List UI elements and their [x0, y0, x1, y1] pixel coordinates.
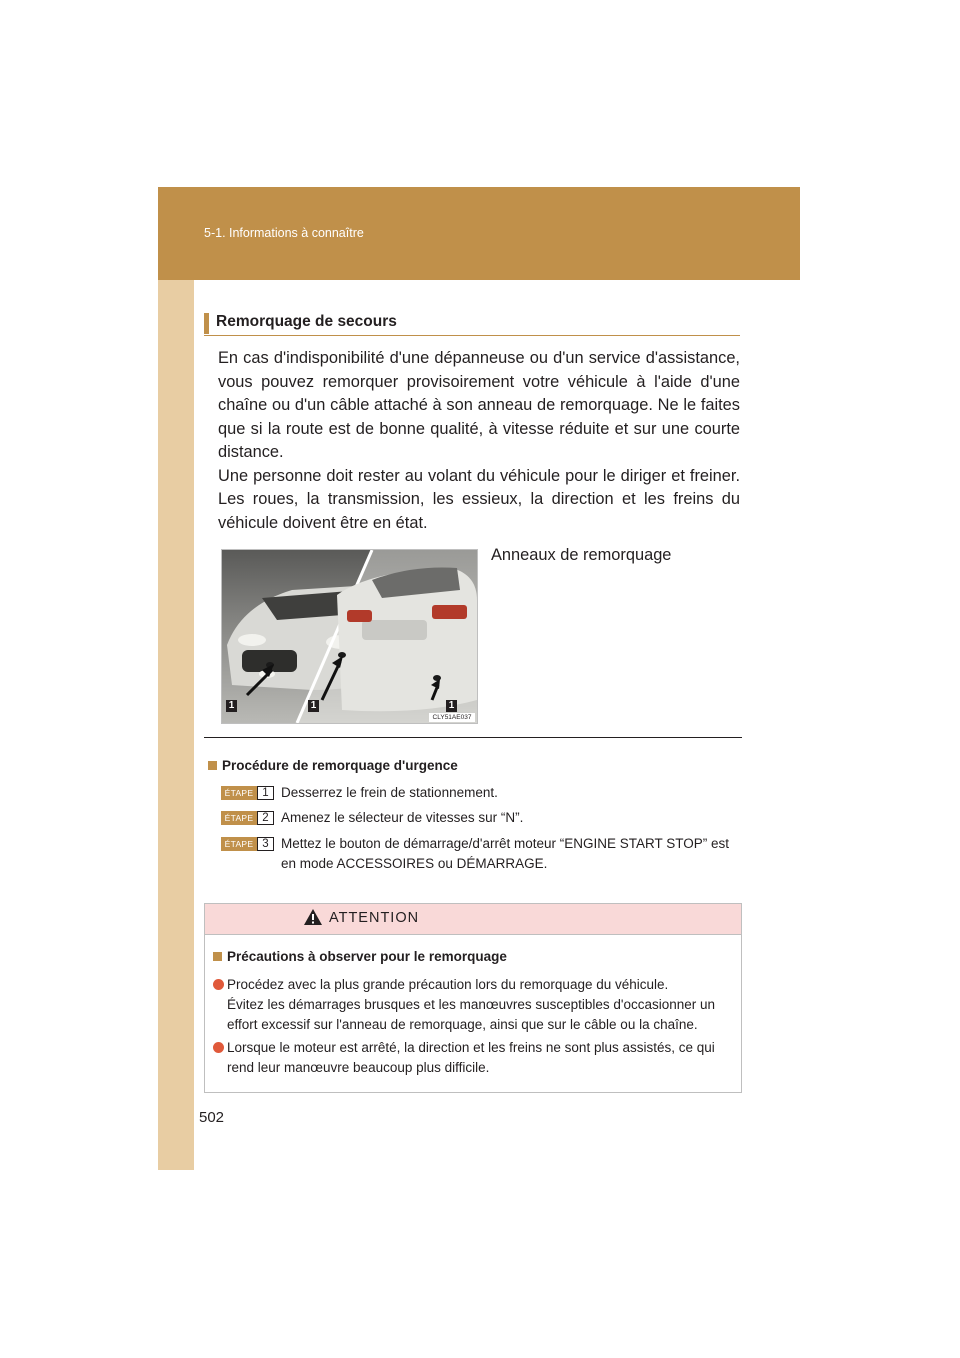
warning-header: [205, 904, 741, 935]
warning-bullet-2-text: Lorsque le moteur est arrêté, la direction et les freins ne sont plus assistés, ce qui rend leur manœuvre beaucoup plus difficile.: [227, 1040, 715, 1075]
figure-code: CLY51AE037: [429, 713, 475, 722]
warning-subtitle: [213, 949, 507, 964]
step-tag-3: [221, 837, 273, 851]
intro-paragraph-1: En cas d'indisponibilité d'une dépanneuse ou d'un service d'assistance, vous pouvez remorquer provisoirement votre véhicule à l'aide d'une chaîne ou d'un câble attaché à son anneau de remorquage. Ne le faites que si la route est de bonne qualité, à vitesse réduite et sur une courte distance.: [218, 349, 740, 461]
warning-bullet-1: [213, 975, 739, 1035]
figure-caption: Anneaux de remorquage: [491, 546, 672, 564]
page-number: 502: [199, 1109, 225, 1126]
step-number: 2: [257, 811, 274, 825]
procedure-title: Procédure de remorquage d'urgence: [222, 758, 458, 773]
step-label: ÉTAPE: [221, 811, 257, 825]
heading-accent: [204, 313, 209, 334]
step-label: ÉTAPE: [221, 786, 257, 800]
figure-marker-3: 1: [446, 700, 457, 712]
square-bullet-icon: [208, 761, 217, 770]
section-heading: [204, 312, 740, 336]
step-tag-1: [221, 786, 273, 800]
step-text-1: Desserrez le frein de stationnement.: [281, 785, 498, 800]
step-tag-2: [221, 811, 273, 825]
square-bullet-icon: [213, 952, 222, 961]
section-divider: [204, 737, 742, 738]
warning-box: [204, 903, 742, 1093]
warning-bullet-2: [213, 1038, 739, 1078]
warning-bullet-1-line-2: Évitez les démarrages brusques et les manœuvres susceptibles d'occasionner un effort excessif sur l'anneau de remorquage, ainsi que sur le câble ou la chaîne.: [227, 997, 716, 1032]
section-label: 5-1. Informations à connaître: [204, 226, 364, 240]
step-text-3: Mettez le bouton de démarrage/d'arrêt moteur “ENGINE START STOP” est en mode ACCESSOIRES ou DÉMARRAGE.: [281, 836, 730, 871]
step-label: ÉTAPE: [221, 837, 257, 851]
warning-triangle-icon: [303, 908, 323, 926]
warning-title: ATTENTION: [329, 910, 420, 926]
step-text-2: Amenez le sélecteur de vitesses sur “N”.: [281, 810, 524, 825]
page-sidebar: [158, 187, 194, 1170]
intro-paragraph-2: Une personne doit rester au volant du véhicule pour le diriger et freiner. Les roues, la transmission, les essieux, la direction et les freins du véhicule doivent être en état.: [218, 466, 740, 532]
procedure-heading: [208, 758, 458, 773]
section-title: Remorquage de secours: [216, 313, 397, 330]
figure-marker-2: 1: [308, 700, 319, 712]
bullet-dot-icon: [213, 1042, 224, 1053]
warning-bullet-1-line-1: Procédez avec la plus grande précaution lors du remorquage du véhicule.: [227, 977, 669, 992]
figure-marker-1: 1: [226, 700, 237, 712]
car-photo-graphic: [222, 550, 477, 723]
bullet-dot-icon: [213, 979, 224, 990]
towing-eyelet-illustration: [221, 549, 478, 724]
intro-text: [218, 347, 740, 535]
step-number: 1: [257, 786, 274, 800]
warning-subtitle-text: Précautions à observer pour le remorquage: [227, 949, 507, 964]
step-number: 3: [257, 837, 274, 851]
